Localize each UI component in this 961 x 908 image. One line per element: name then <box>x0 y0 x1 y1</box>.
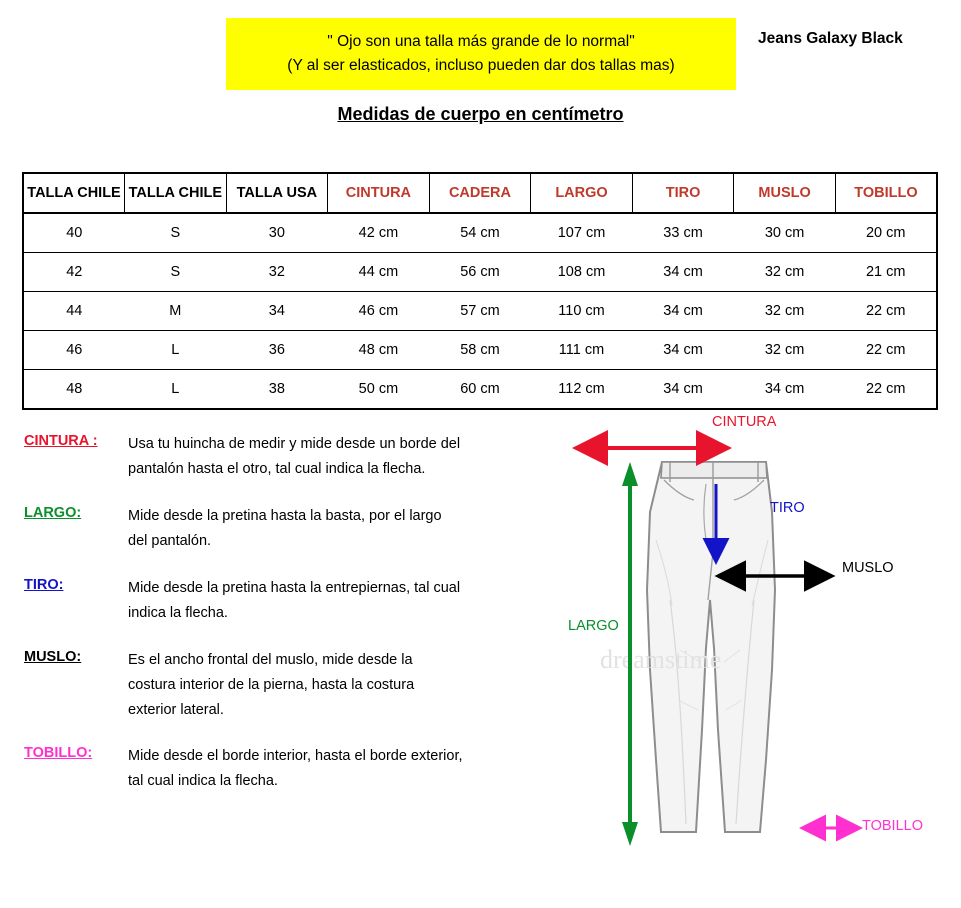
table-cell: 50 cm <box>328 370 430 410</box>
table-cell: 48 <box>23 370 125 410</box>
column-header: CINTURA <box>328 173 430 213</box>
warning-line-1: " Ojo son una talla más grande de lo normal" <box>327 32 635 50</box>
jeans-measurement-diagram <box>520 400 960 870</box>
column-header: TIRO <box>632 173 734 213</box>
table-cell: 108 cm <box>531 253 633 292</box>
jeans-diagram-svg <box>520 400 960 870</box>
table-cell: L <box>125 370 227 410</box>
largo-label: LARGO <box>568 618 619 634</box>
warning-banner <box>226 18 736 90</box>
column-header: TALLA CHILE <box>125 173 227 213</box>
brand-title: Jeans Galaxy Black <box>758 30 903 47</box>
column-header: TALLA USA <box>226 173 328 213</box>
page-title: Medidas de cuerpo en centímetro <box>337 104 624 124</box>
cintura-label: CINTURA <box>712 414 777 430</box>
definition-term: LARGO: <box>24 504 82 521</box>
table-cell: 30 <box>226 213 328 253</box>
table-cell: 32 cm <box>734 253 836 292</box>
table-cell: 32 cm <box>734 292 836 331</box>
table-cell: 112 cm <box>531 370 633 410</box>
table-cell: 44 <box>23 292 125 331</box>
table-cell: 32 <box>226 253 328 292</box>
table-cell: 36 <box>226 331 328 370</box>
largo-arrow-up <box>622 462 638 486</box>
column-header: TOBILLO <box>835 173 937 213</box>
tiro-label: TIRO <box>770 500 805 516</box>
size-chart-table <box>22 172 938 410</box>
definition-term: TIRO: <box>24 576 64 593</box>
table-cell: 20 cm <box>835 213 937 253</box>
table-cell: 107 cm <box>531 213 633 253</box>
definition-term: MUSLO: <box>24 648 82 665</box>
table-row <box>23 253 937 292</box>
definition-text: Usa tu huincha de medir y mide desde un borde del pantalón hasta el otro, tal cual indica la flecha. <box>128 436 461 477</box>
table-cell: 42 <box>23 253 125 292</box>
table-cell: 34 cm <box>734 370 836 410</box>
table-cell: 32 cm <box>734 331 836 370</box>
definition-item <box>24 576 464 626</box>
definition-term: CINTURA : <box>24 433 98 449</box>
table-cell: 60 cm <box>429 370 531 410</box>
table-cell: 34 cm <box>632 292 734 331</box>
table-cell: 46 <box>23 331 125 370</box>
table-cell: 40 <box>23 213 125 253</box>
table-cell: S <box>125 253 227 292</box>
largo-arrow-down <box>622 822 638 846</box>
table-cell: 58 cm <box>429 331 531 370</box>
table-cell: 38 <box>226 370 328 410</box>
definition-text: Mide desde la pretina hasta la basta, por el largo del pantalón. <box>128 507 442 549</box>
table-cell: 44 cm <box>328 253 430 292</box>
table-cell: 57 cm <box>429 292 531 331</box>
table-cell: 30 cm <box>734 213 836 253</box>
definition-item <box>24 744 464 794</box>
table-cell: 21 cm <box>835 253 937 292</box>
warning-line-2: (Y al ser elasticados, incluso pueden dar dos tallas mas) <box>287 57 675 74</box>
table-cell: 34 cm <box>632 370 734 410</box>
tobillo-label: TOBILLO <box>862 818 923 834</box>
table-header-row <box>23 173 937 213</box>
table-cell: M <box>125 292 227 331</box>
table-cell: 46 cm <box>328 292 430 331</box>
definition-item <box>24 432 464 482</box>
table-cell: L <box>125 331 227 370</box>
table-row <box>23 213 937 253</box>
definition-term: TOBILLO: <box>24 745 93 762</box>
column-header: CADERA <box>429 173 531 213</box>
definition-text: Mide desde el borde interior, hasta el borde exterior, tal cual indica la flecha. <box>128 748 463 790</box>
measurement-definitions <box>24 432 464 816</box>
table-cell: 111 cm <box>531 331 633 370</box>
column-header: LARGO <box>531 173 633 213</box>
definition-item <box>24 504 464 554</box>
table-cell: 22 cm <box>835 292 937 331</box>
column-header: MUSLO <box>734 173 836 213</box>
table-cell: 34 <box>226 292 328 331</box>
table-row <box>23 331 937 370</box>
table-cell: 48 cm <box>328 331 430 370</box>
table-cell: 42 cm <box>328 213 430 253</box>
definition-text: Mide desde la pretina hasta la entrepiernas, tal cual indica la flecha. <box>128 579 461 621</box>
definition-item <box>24 648 464 723</box>
table-cell: 56 cm <box>429 253 531 292</box>
table-cell: 54 cm <box>429 213 531 253</box>
table-cell: 110 cm <box>531 292 633 331</box>
definition-text: Es el ancho frontal del muslo, mide desde la costura interior de la pierna, hasta la costura exterior lateral. <box>128 651 415 718</box>
table-cell: 22 cm <box>835 370 937 410</box>
table-cell: 34 cm <box>632 253 734 292</box>
table-cell: S <box>125 213 227 253</box>
table-cell: 22 cm <box>835 331 937 370</box>
table-row <box>23 292 937 331</box>
table-cell: 33 cm <box>632 213 734 253</box>
table-cell: 34 cm <box>632 331 734 370</box>
column-header: TALLA CHILE <box>23 173 125 213</box>
muslo-label: MUSLO <box>842 560 894 576</box>
watermark-text: dreamstime <box>600 645 722 674</box>
